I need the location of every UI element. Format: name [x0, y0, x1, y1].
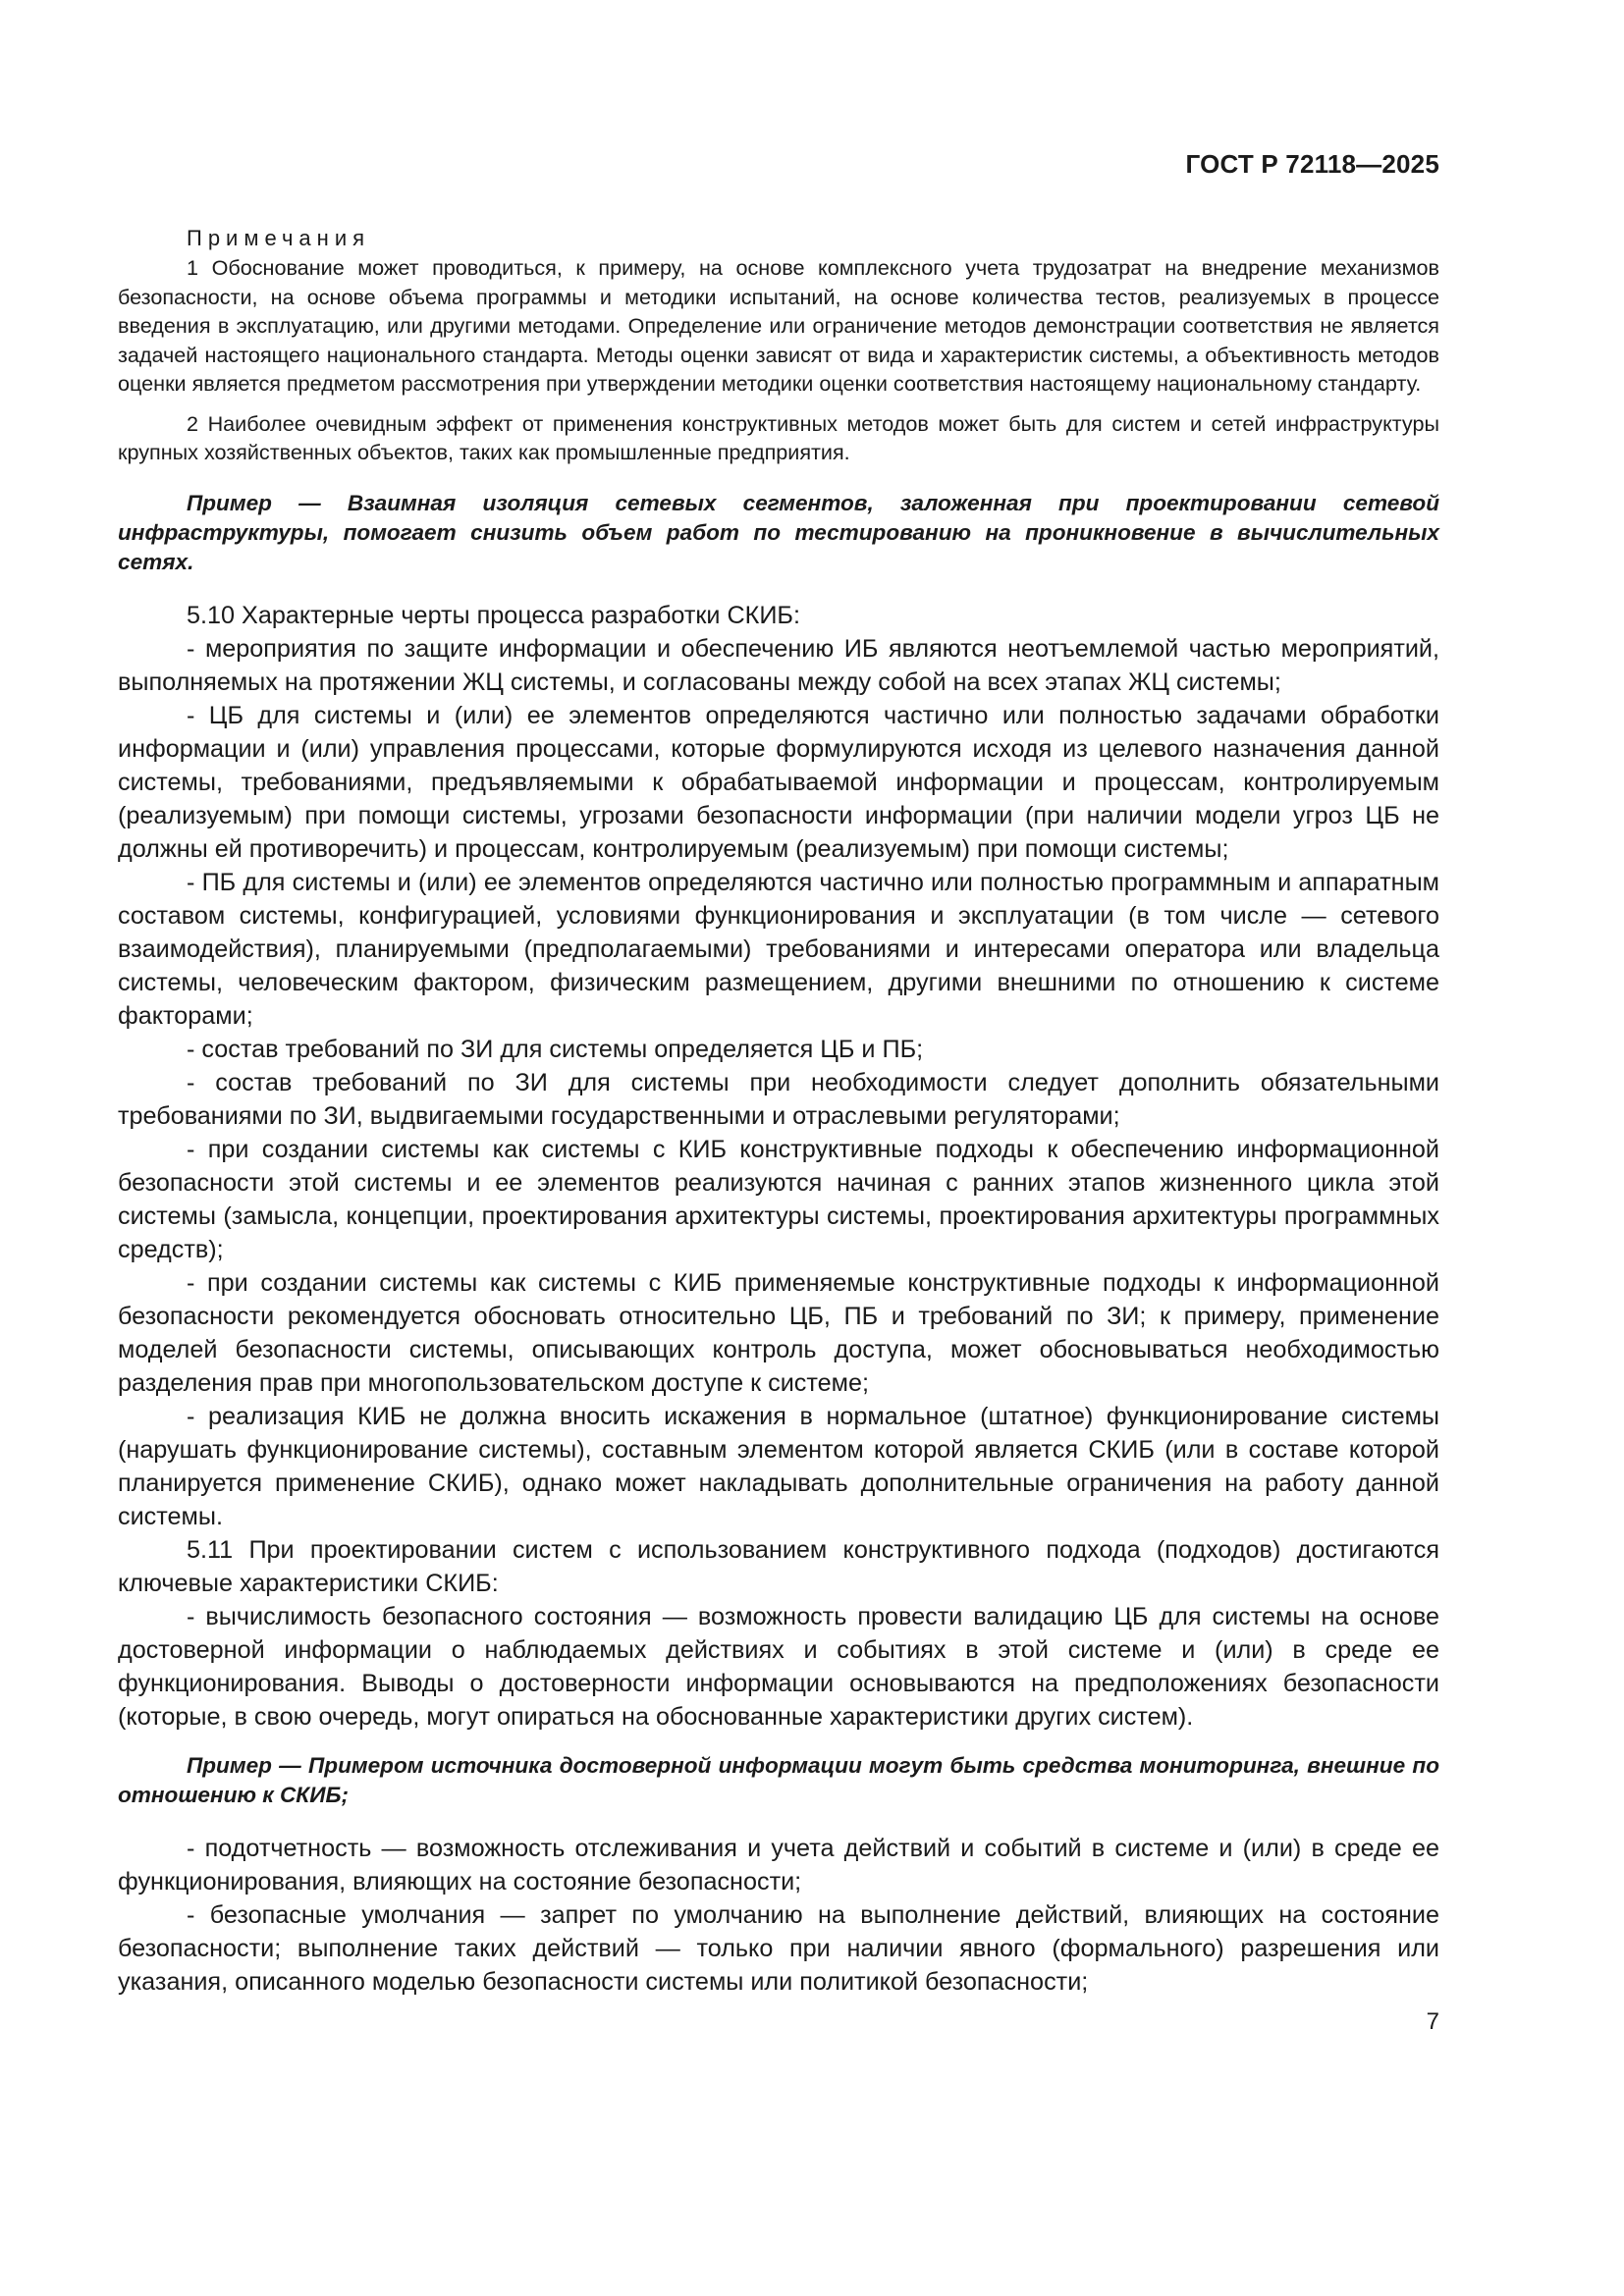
list-item: - состав требований по ЗИ для системы при необходимости следует дополнить обязательными требованиями по ЗИ, выдвигаемыми государственными и отраслевыми регуляторами; — [118, 1068, 1439, 1130]
section-5-11-intro: 5.11 При проектировании систем с использованием конструктивного подхода (подходов) достигаются ключевые характеристики СКИБ: — [118, 1535, 1439, 1597]
list-item: - состав требований по ЗИ для системы определяется ЦБ и ПБ; — [187, 1035, 924, 1063]
note-1: 1 Обоснование может проводиться, к примеру, на основе комплексного учета трудозатрат на внедрение механизмов безопасности, на основе объема программы и методики испытаний, на основе количества тестов, реализуемых в процессе введения в эксплуатацию, или другими методами. Определение или ограничение методов демонстрации соответствия не является задачей настоящего национального стандарта. Методы оценки зависят от вида и характеристик системы, а объективность методов оценки является предметом рассмотрения при утверждении методики оценки соответствия настоящему национальному стандарту. — [118, 255, 1439, 396]
notes-heading: Примечания — [187, 226, 371, 250]
page-content — [118, 224, 1439, 1999]
list-item: - при создании системы как системы с КИБ применяемые конструктивные подходы к информационной безопасности рекомендуется обосновать относительно ЦБ, ПБ и требований по ЗИ; к примеру, применение моделей безопасности системы, описывающих контроль доступа, может обосновываться необходимостью разделения прав при многопользовательском доступе к системе; — [118, 1268, 1439, 1397]
example-network-isolation: Пример — Взаимная изоляция сетевых сегментов, заложенная при проектировании сетевой инфраструктуры, помогает снизить объем работ по тестированию на проникновение в вычислительных сетях. — [118, 490, 1439, 574]
list-item: - ЦБ для системы и (или) ее элементов определяются частично или полностью задачами обработки информации и (или) управления процессами, которые формулируются исходя из целевого назначения данной системы, требованиями, предъявляемыми к обрабатываемой информации и процессам, контролируемым (реализуемым) при помощи системы, угрозами безопасности информации (при наличии модели угроз ЦБ не должны ей противоречить) и процессам, контролируемым (реализуемым) при помощи системы; — [118, 701, 1439, 863]
list-item: - реализация КИБ не должна вносить искажения в нормальное (штатное) функционирование системы (нарушать функционирование системы), составным элементом которой является СКИБ (или в составе которой планируется применение СКИБ), однако может накладывать дополнительные ограничения на работу данной системы. — [118, 1402, 1439, 1530]
example-monitoring: Пример — Примером источника достоверной информации могут быть средства мониторинга, внешние по отношению к СКИБ; — [118, 1752, 1439, 1807]
list-item: - безопасные умолчания — запрет по умолчанию на выполнение действий, влияющих на состояние безопасности; выполнение таких действий — только при наличии явного (формального) разрешения или указания, описанного моделью безопасности системы или политикой безопасности; — [118, 1900, 1439, 1996]
list-item: - ПБ для системы и (или) ее элементов определяются частично или полностью программным и аппаратным составом системы, конфигурацией, условиями функционирования и эксплуатации (в том числе — сетевого взаимодействия), планируемыми (предполагаемыми) требованиями и интересами оператора или владельца системы, человеческим фактором, физическим размещением, другими внешними по отношению к системе факторами; — [118, 868, 1439, 1030]
section-5-10-intro: 5.10 Характерные черты процесса разработки СКИБ: — [187, 601, 800, 629]
document-id: ГОСТ Р 72118—2025 — [1185, 149, 1439, 179]
page-number: 7 — [1426, 2008, 1439, 2035]
list-item: - вычислимость безопасного состояния — возможность провести валидацию ЦБ для системы на основе достоверной информации о наблюдаемых действиях и событиях в этой системе и (или) в среде ее функционирования. Выводы о достоверности информации основываются на предположениях безопасности (которые, в свою очередь, могут опираться на обоснованные характеристики других систем). — [118, 1602, 1439, 1731]
list-item: - мероприятия по защите информации и обеспечению ИБ являются неотъемлемой частью мероприятий, выполняемых на протяжении ЖЦ системы, и согласованы между собой на всех этапах ЖЦ системы; — [118, 634, 1439, 696]
list-item: - при создании системы как системы с КИБ конструктивные подходы к обеспечению информационной безопасности этой системы и ее элементов реализуются начиная с ранних этапов жизненного цикла этой системы (замысла, концепции, проектирования архитектуры системы, проектирования архитектуры программных средств); — [118, 1135, 1439, 1263]
list-item: - подотчетность — возможность отслеживания и учета действий и событий в системе и (или) в среде ее функционирования, влияющих на состояние безопасности; — [118, 1834, 1439, 1896]
note-2: 2 Наиболее очевидным эффект от применения конструктивных методов может быть для систем и сетей инфраструктуры крупных хозяйственных объектов, таких как промышленные предприятия. — [118, 410, 1439, 464]
